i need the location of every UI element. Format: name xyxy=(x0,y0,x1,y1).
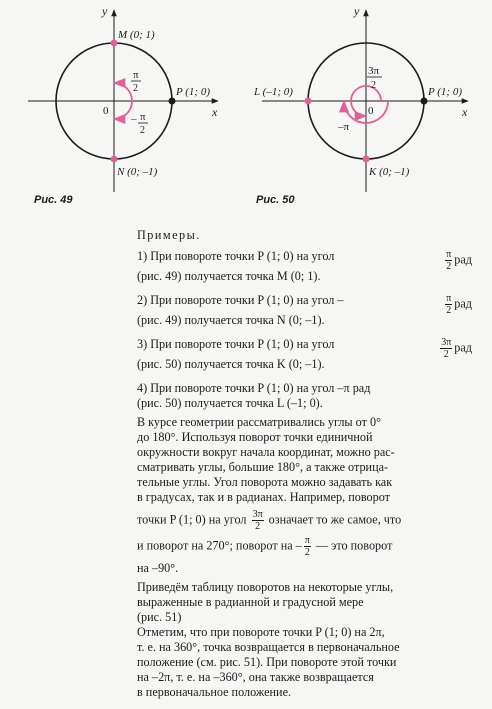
example-1-line-2: (рис. 49) получается точка M (0; 1). xyxy=(137,269,321,283)
paragraph-1-line-9: на –90°. xyxy=(137,561,179,575)
point-l-dot xyxy=(305,98,312,105)
example-2-line-2: (рис. 49) получается точка N (0; –1). xyxy=(137,313,325,327)
point-k-dot xyxy=(363,156,370,163)
paragraph-1-line-4: сматривать углы, большие 180°, а также отрица- xyxy=(137,460,389,474)
x-axis-label: x xyxy=(462,105,468,119)
point-p-label: P (1; 0) xyxy=(428,86,463,98)
figure-50-caption: Рис. 50 xyxy=(256,194,295,206)
angle-pos-den: 2 xyxy=(371,80,376,91)
angle-arc-positive xyxy=(114,83,132,101)
point-m-label: M (0; 1) xyxy=(118,29,155,41)
paragraph-3-line-5: в первоначальное положение. xyxy=(137,685,292,699)
examples-heading: Примеры. xyxy=(137,228,201,242)
point-n-dot xyxy=(111,156,118,163)
paragraph-2-line-2: выраженные в радианной и градусной мере xyxy=(137,595,364,609)
angle-neg-label: –π xyxy=(338,121,350,133)
y-axis-label: y xyxy=(102,4,108,18)
angle-pos-num: π xyxy=(133,69,139,81)
angle-pos-den: 2 xyxy=(133,83,138,94)
origin-label: 0 xyxy=(368,105,374,117)
point-n-label: N (0; –1) xyxy=(117,166,158,178)
example-4-line-1: 4) При повороте точки P (1; 0) на угол –π рад xyxy=(137,381,371,395)
paragraph-3-line-1: Отметим, что при повороте точки P (1; 0) на 2π, xyxy=(137,625,385,639)
paragraph-3-line-2: т. е. на 360°, точка возвращается в первоначальное xyxy=(137,640,400,654)
paragraph-3-line-4: на –2π, т. е. на –360°, она также возвращается xyxy=(137,670,374,684)
paragraph-1-line-1: В курсе геометрии рассматривались углы от 0° xyxy=(137,415,381,429)
examples-text xyxy=(137,228,472,700)
point-m-dot xyxy=(111,40,118,47)
angle-neg-sign: – xyxy=(131,113,137,125)
point-p-dot xyxy=(421,98,428,105)
example-2-line-1: 2) При повороте точки P (1; 0) на угол – $\frac{\pi}{2}$ рад xyxy=(137,293,472,316)
paragraph-1-line-3: окружности вокруг начала координат, можно рас- xyxy=(137,445,395,459)
figure-49-caption: Рис. 49 xyxy=(34,194,73,206)
figure-49 xyxy=(0,0,240,200)
example-4-line-2: (рис. 50) получается точка L (–1; 0). xyxy=(137,396,323,410)
paragraph-1-line-2: до 180°. Используя поворот точки единичной xyxy=(137,430,373,444)
point-p-dot xyxy=(169,98,176,105)
example-1-line-1: 1) При повороте точки P (1; 0) на угол $\frac{\pi}{2}$ рад xyxy=(137,249,472,272)
x-axis-label: x xyxy=(212,105,218,119)
angle-neg-num: π xyxy=(140,111,146,123)
angle-pos-num: 3π xyxy=(368,65,380,77)
figure-50 xyxy=(240,0,492,200)
paragraph-1-line-5: тельные углы. Угол поворота можно задавать как xyxy=(137,475,393,489)
paragraph-1-line-7: точки P (1; 0) на угол $\frac{3\pi}{2}$ означает то же самое, что xyxy=(137,509,402,532)
y-axis-label: y xyxy=(354,4,360,18)
point-p-label: P (1; 0) xyxy=(176,86,211,98)
angle-neg-den: 2 xyxy=(140,125,145,136)
angle-arc-negative xyxy=(114,101,132,119)
example-3-line-1: 3) При повороте точки P (1; 0) на угол $\frac{3\pi}{2}$ рад xyxy=(137,337,472,360)
point-k-label: K (0; –1) xyxy=(369,166,410,178)
paragraph-1-line-6: в градусах, так и в радианах. Например, поворот xyxy=(137,490,390,504)
paragraph-2-line-3: (рис. 51) xyxy=(137,610,182,624)
origin-label: 0 xyxy=(103,105,109,117)
paragraph-2-line-1: Приведём таблицу поворотов на некоторые углы, xyxy=(137,580,394,594)
paragraph-1-line-8: и поворот на 270°; поворот на – $\frac{\pi}{2}$ — это поворот xyxy=(137,535,393,558)
paragraph-3-line-3: положение (см. рис. 51). При повороте этой точки xyxy=(137,655,397,669)
example-3-line-2: (рис. 50) получается точка K (0; –1). xyxy=(137,357,325,371)
point-l-label: L (–1; 0) xyxy=(254,86,293,98)
